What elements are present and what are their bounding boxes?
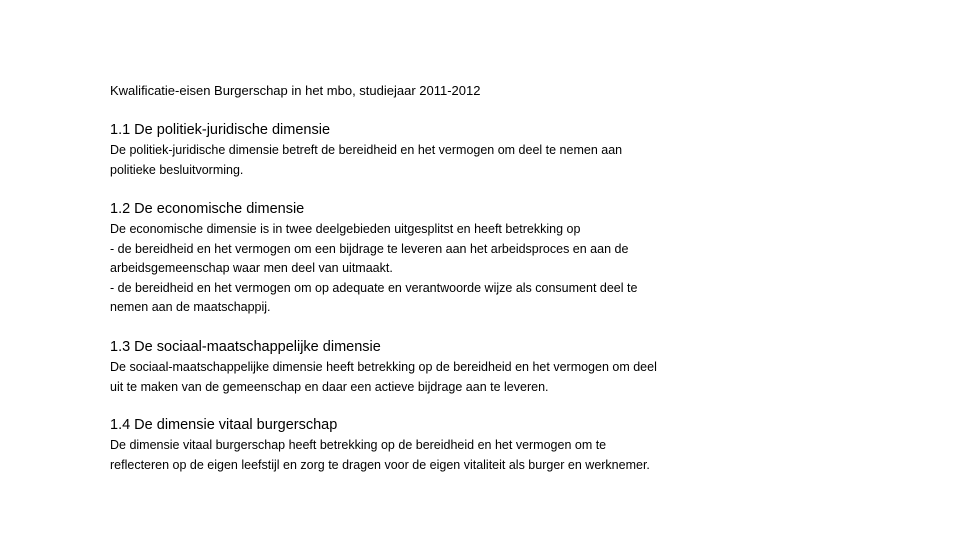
body-line: - de bereidheid en het vermogen om een bijdrage te leveren aan het arbeidsproces en aan de — [110, 241, 629, 256]
section-heading: 1.2 De economische dimensie — [110, 201, 305, 217]
body-line: De economische dimensie is in twee deelgebieden uitgesplitst en heeft betrekking op — [110, 222, 581, 236]
section-heading: 1.4 De dimensie vitaal burgerschap — [110, 417, 338, 433]
section-vitaal-burgerschap — [110, 417, 810, 475]
section-body — [110, 141, 810, 180]
section-politiek-juridisch — [110, 122, 810, 180]
body-line: - de bereidheid en het vermogen om op adequate en verantwoorde wijze als consument deel te — [110, 280, 638, 295]
body-line: uit te maken van de gemeenschap en daar een actieve bijdrage aan te leveren. — [110, 379, 549, 394]
slide — [110, 0, 890, 540]
document-title: Kwalificatie-eisen Burgerschap in het mbo, studiejaar 2011-2012 — [110, 83, 481, 98]
section-body — [110, 358, 810, 397]
body-line: reflecteren op de eigen leefstijl en zorg te dragen voor de eigen vitaliteit als burger en werknemer. — [110, 457, 650, 472]
body-line: arbeidsgemeenschap waar men deel van uitmaakt. — [110, 261, 393, 275]
section-body — [110, 436, 810, 475]
section-sociaal-maatschappelijk — [110, 339, 810, 397]
section-economisch — [110, 201, 810, 318]
body-line: De sociaal-maatschappelijke dimensie heeft betrekking op de bereidheid en het vermogen om deel — [110, 360, 657, 374]
section-body — [110, 220, 810, 318]
body-line: De politiek-juridische dimensie betreft de bereidheid en het vermogen om deel te nemen aan — [110, 143, 623, 157]
body-line: nemen aan de maatschappij. — [110, 300, 271, 314]
body-line: De dimensie vitaal burgerschap heeft betrekking op de bereidheid en het vermogen om te — [110, 438, 607, 452]
section-heading: 1.3 De sociaal-maatschappelijke dimensie — [110, 339, 381, 355]
section-heading: 1.1 De politiek-juridische dimensie — [110, 122, 331, 138]
body-line: politieke besluitvorming. — [110, 162, 244, 177]
